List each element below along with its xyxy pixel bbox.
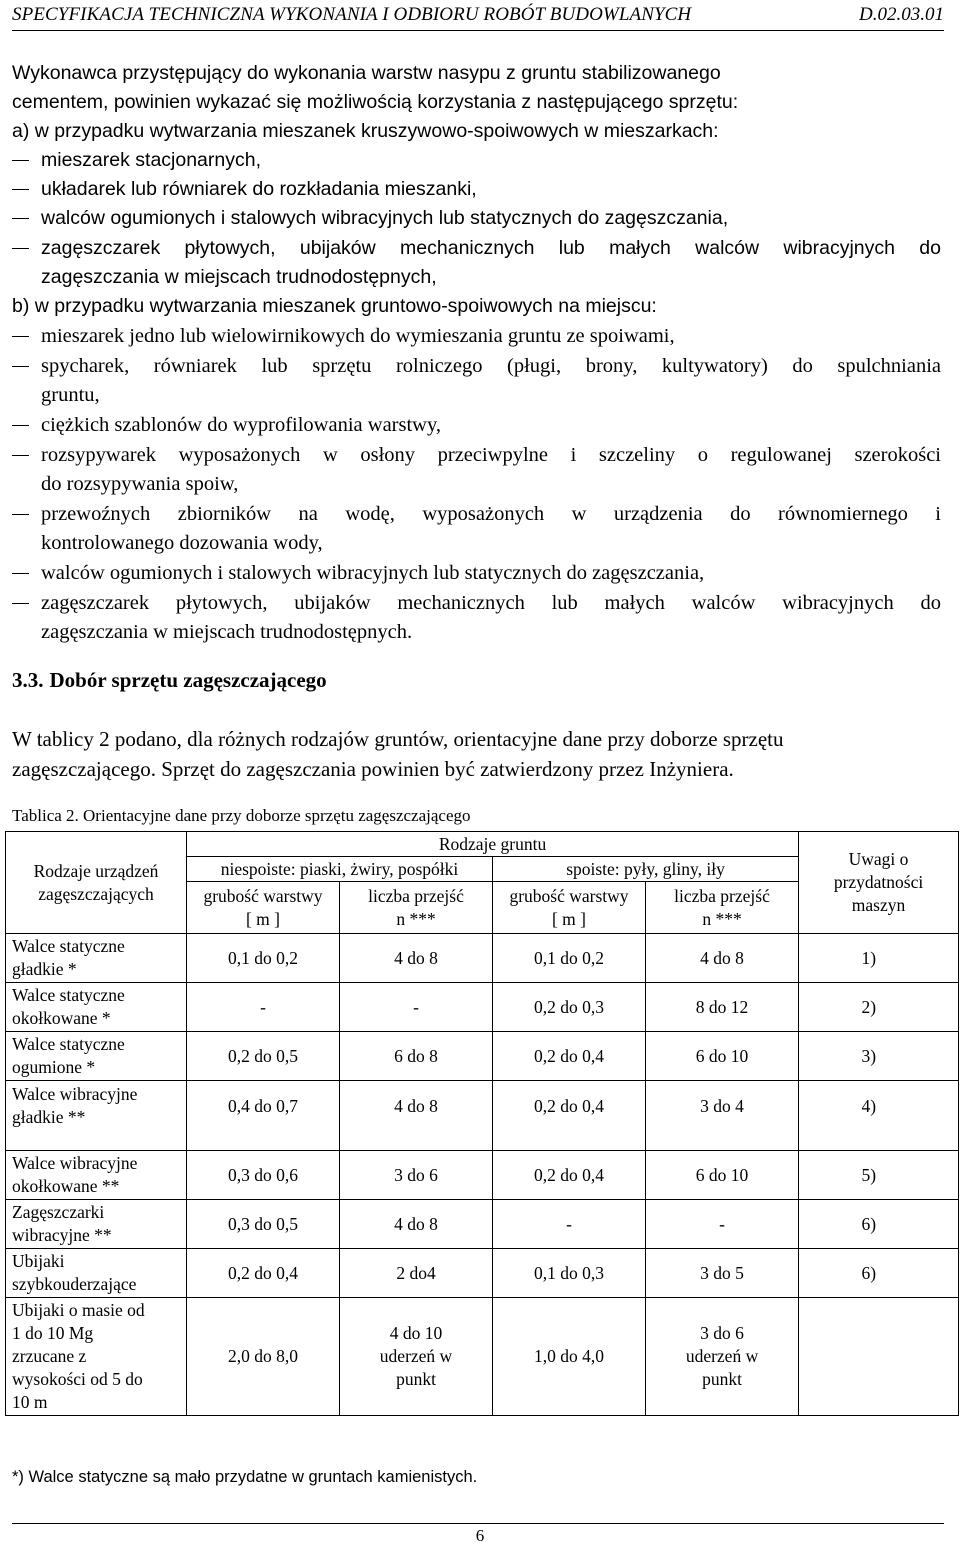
table-header-row xyxy=(6,832,959,857)
passes-cell: - xyxy=(340,983,493,1032)
dash-bullet xyxy=(12,248,29,249)
document-title: SPECYFIKACJA TECHNICZNA WYKONANIA I ODBIORU ROBÓT BUDOWLANYCH xyxy=(12,4,692,25)
header-passes: liczba przejść n *** xyxy=(340,882,493,934)
thickness-cell: 0,1 do 0,3 xyxy=(493,1249,646,1298)
dash-bullet xyxy=(12,573,29,574)
passes-cell: 2 do4 xyxy=(340,1249,493,1298)
passes-cell: 4 do 10 uderzeń w punkt xyxy=(340,1298,493,1416)
section-paragraph-line: W tablicy 2 podano, dla różnych rodzajów gruntów, orientacyjne dane przy doborze sprzętu xyxy=(12,727,784,751)
list-a-item: układarek lub równiarek do rozkładania mieszanki, xyxy=(41,178,477,200)
passes-cell: 6 do 8 xyxy=(340,1032,493,1081)
table-row xyxy=(6,1151,959,1200)
passes-cell: 4 do 8 xyxy=(340,934,493,983)
remark-cell: 1) xyxy=(799,934,959,983)
header-cohesive: spoiste: pyły, gliny, iły xyxy=(493,857,799,882)
passes-cell: 3 do 4 xyxy=(646,1081,799,1151)
remark-cell xyxy=(799,1298,959,1416)
dash-bullet xyxy=(12,336,29,337)
passes-cell: - xyxy=(646,1200,799,1249)
dash-bullet xyxy=(12,189,29,190)
equipment-table xyxy=(5,831,959,1416)
list-b-item-cont: gruntu, xyxy=(41,384,100,406)
passes-cell: 3 do 5 xyxy=(646,1249,799,1298)
device-cell: Walce statyczne ogumione * xyxy=(6,1032,187,1081)
thickness-cell: 0,3 do 0,5 xyxy=(187,1200,340,1249)
list-b-item: walców ogumionych i stalowych wibracyjnych lub statycznych do zagęszczania, xyxy=(41,562,705,584)
table-row xyxy=(6,1249,959,1298)
device-cell: Walce statyczne okołkowane * xyxy=(6,983,187,1032)
table-row xyxy=(6,1032,959,1081)
list-b-item: mieszarek jedno lub wielowirnikowych do wymieszania gruntu ze spoiwami, xyxy=(41,325,675,347)
dash-bullet xyxy=(12,366,29,367)
section-number: 3.3. xyxy=(12,668,44,692)
device-cell: Walce wibracyjne gładkie ** xyxy=(6,1081,187,1151)
passes-cell: 3 do 6 xyxy=(340,1151,493,1200)
table-row xyxy=(6,1081,959,1151)
header-soil-types: Rodzaje gruntu xyxy=(187,832,799,857)
list-b-item: ciężkich szablonów do wyprofilowania warstwy, xyxy=(41,414,442,436)
list-b-item-cont: zagęszczania w miejscach trudnodostępnych. xyxy=(41,621,413,643)
dash-bullet xyxy=(12,160,29,161)
dash-bullet xyxy=(12,455,29,456)
remark-cell: 2) xyxy=(799,983,959,1032)
header-layer-thickness: grubość warstwy [ m ] xyxy=(493,882,646,934)
table-row xyxy=(6,983,959,1032)
point-b: b) w przypadku wytwarzania mieszanek gruntowo-spoiwowych na miejscu: xyxy=(12,295,657,317)
footer-divider xyxy=(12,1523,944,1524)
dash-bullet xyxy=(12,603,29,604)
table-caption: Tablica 2. Orientacyjne dane przy doborze sprzętu zagęszczającego xyxy=(12,806,471,825)
thickness-cell: 2,0 do 8,0 xyxy=(187,1298,340,1416)
intro-line-1: Wykonawca przystępujący do wykonania warstw nasypu z gruntu stabilizowanego xyxy=(12,62,721,84)
header-divider xyxy=(12,30,944,31)
list-b-item: spycharek, równiarek lub sprzętu rolniczego (pługi, brony, kultywatory) do spulchniania xyxy=(41,355,941,377)
passes-cell: 3 do 6 uderzeń w punkt xyxy=(646,1298,799,1416)
page-header xyxy=(12,2,944,28)
list-b-item: przewoźnych zbiorników na wodę, wyposażonych w urządzenia do równomiernego i xyxy=(41,503,941,525)
document-code: D.02.03.01 xyxy=(859,4,944,25)
device-cell: Ubijaki o masie od 1 do 10 Mg zrzucane z wysokości od 5 do 10 m xyxy=(6,1298,187,1416)
dash-bullet xyxy=(12,425,29,426)
list-b-item: rozsypywarek wyposażonych w osłony przeciwpylne i szczeliny o regulowanej szerokości xyxy=(41,444,941,466)
remark-cell: 3) xyxy=(799,1032,959,1081)
thickness-cell: 0,1 do 0,2 xyxy=(493,934,646,983)
thickness-cell: 0,2 do 0,4 xyxy=(187,1249,340,1298)
table-row xyxy=(6,1298,959,1416)
thickness-cell: 0,1 do 0,2 xyxy=(187,934,340,983)
device-cell: Zagęszczarki wibracyjne ** xyxy=(6,1200,187,1249)
list-a-item: walców ogumionych i stalowych wibracyjnych lub statycznych do zagęszczania, xyxy=(41,207,729,229)
section-paragraph-line: zagęszczającego. Sprzęt do zagęszczania powinien być zatwierdzony przez Inżyniera. xyxy=(12,757,734,781)
thickness-cell: 0,2 do 0,4 xyxy=(493,1151,646,1200)
thickness-cell: 0,2 do 0,3 xyxy=(493,983,646,1032)
thickness-cell: 0,4 do 0,7 xyxy=(187,1081,340,1151)
remark-cell: 6) xyxy=(799,1249,959,1298)
thickness-cell: - xyxy=(493,1200,646,1249)
dash-bullet xyxy=(12,514,29,515)
passes-cell: 6 do 10 xyxy=(646,1151,799,1200)
passes-cell: 4 do 8 xyxy=(340,1200,493,1249)
device-cell: Ubijaki szybkouderzające xyxy=(6,1249,187,1298)
passes-cell: 4 do 8 xyxy=(646,934,799,983)
header-layer-thickness: grubość warstwy [ m ] xyxy=(187,882,340,934)
header-remarks: Uwagi o przydatności maszyn xyxy=(799,832,959,934)
header-passes: liczba przejść n *** xyxy=(646,882,799,934)
list-b-item-cont: do rozsypywania spoiw, xyxy=(41,473,239,495)
section-heading xyxy=(12,668,327,693)
footnote: *) Walce statyczne są mało przydatne w gruntach kamienistych. xyxy=(12,1468,478,1486)
header-noncohesive: niespoiste: piaski, żwiry, pospółki xyxy=(187,857,493,882)
thickness-cell: 0,3 do 0,6 xyxy=(187,1151,340,1200)
section-title: Dobór sprzętu zagęszczającego xyxy=(49,668,327,692)
thickness-cell: 0,2 do 0,5 xyxy=(187,1032,340,1081)
thickness-cell: 1,0 do 4,0 xyxy=(493,1298,646,1416)
intro-line-2: cementem, powinien wykazać się możliwością korzystania z następującego sprzętu: xyxy=(12,91,739,113)
device-cell: Walce statyczne gładkie * xyxy=(6,934,187,983)
remark-cell: 4) xyxy=(799,1081,959,1151)
page-number: 6 xyxy=(475,1526,485,1545)
header-device-type: Rodzaje urządzeń zagęszczających xyxy=(6,832,187,934)
remark-cell: 5) xyxy=(799,1151,959,1200)
point-a: a) w przypadku wytwarzania mieszanek kruszywowo-spoiwowych w mieszarkach: xyxy=(12,120,719,142)
dash-bullet xyxy=(12,218,29,219)
thickness-cell: - xyxy=(187,983,340,1032)
passes-cell: 4 do 8 xyxy=(340,1081,493,1151)
passes-cell: 6 do 10 xyxy=(646,1032,799,1081)
device-cell: Walce wibracyjne okołkowane ** xyxy=(6,1151,187,1200)
remark-cell: 6) xyxy=(799,1200,959,1249)
list-b-item-cont: kontrolowanego dozowania wody, xyxy=(41,532,323,554)
table-row xyxy=(6,934,959,983)
list-a-item: zagęszczarek płytowych, ubijaków mechanicznych lub małych walców wibracyjnych do xyxy=(41,237,941,259)
table-row xyxy=(6,1200,959,1249)
list-a-item-cont: zagęszczania w miejscach trudnodostępnych, xyxy=(41,266,437,288)
thickness-cell: 0,2 do 0,4 xyxy=(493,1032,646,1081)
passes-cell: 8 do 12 xyxy=(646,983,799,1032)
thickness-cell: 0,2 do 0,4 xyxy=(493,1081,646,1151)
list-a-item: mieszarek stacjonarnych, xyxy=(41,149,262,171)
list-b-item: zagęszczarek płytowych, ubijaków mechanicznych lub małych walców wibracyjnych do xyxy=(41,592,941,614)
